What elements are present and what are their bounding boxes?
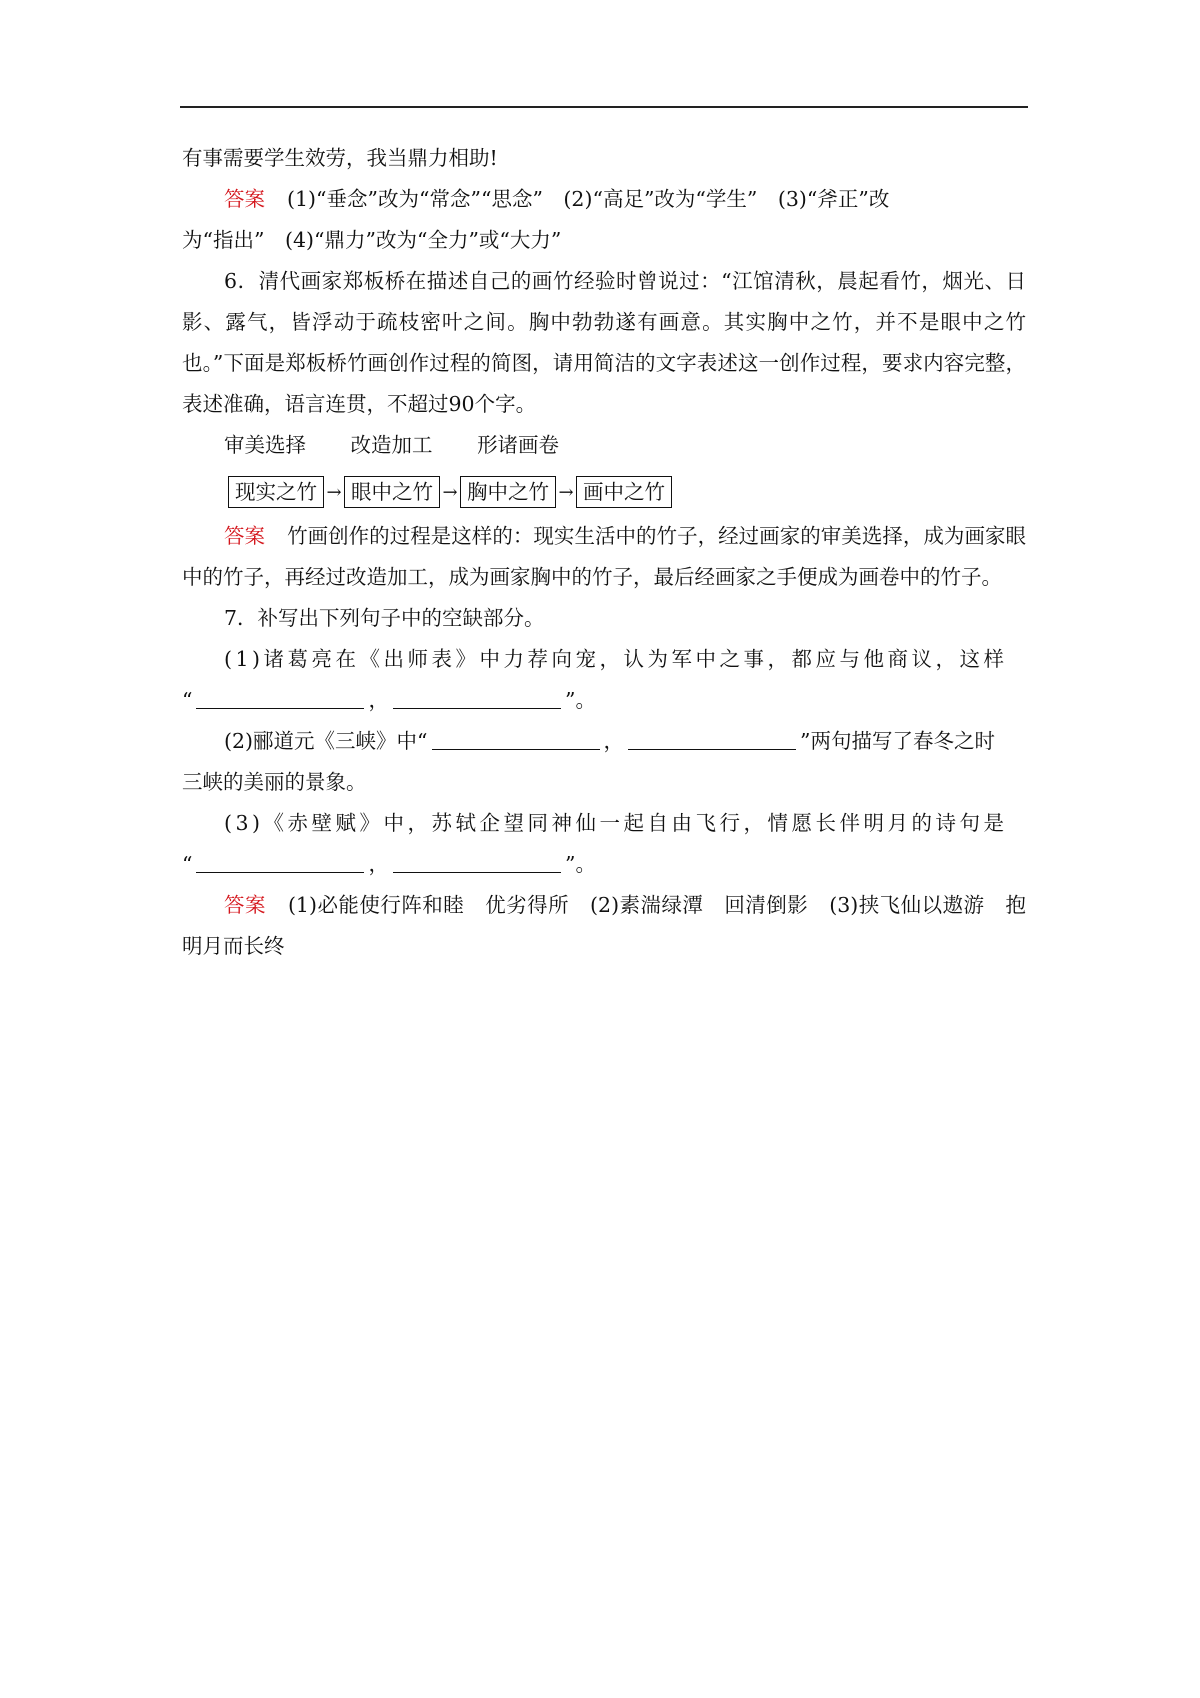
flow-box-painting: 画中之竹 xyxy=(576,476,672,508)
question-7-2-suffix: ”两句描写了春冬之时 xyxy=(800,729,996,753)
blank-field[interactable] xyxy=(196,850,364,873)
open-quote: “ xyxy=(182,852,193,876)
arrow-icon: → xyxy=(442,481,458,503)
answer-label: 答案 xyxy=(224,893,266,917)
answer-6-text: 竹画创作的过程是这样的：现实生活中的竹子，经过画家的审美选择，成为画家眼中的竹子，再经过改造加工，成为画家胸中的竹子，最后经画家之手便成为画卷中的竹子。 xyxy=(182,524,1027,589)
question-7-2-prefix: (2)郦道元《三峡》中“ xyxy=(224,729,428,753)
flow-box-eye: 眼中之竹 xyxy=(344,476,440,508)
answer-5-line-1: (1)“垂念”改为“常念”“思念” (2)“高足”改为“学生” (3)“斧正”改 xyxy=(287,187,890,211)
question-7-3-blanks xyxy=(182,844,1026,885)
question-7-1: (1)诸葛亮在《出师表》中力荐向宠，认为军中之事，都应与他商议，这样 xyxy=(224,647,1008,671)
page-content xyxy=(182,138,1026,967)
close-quote: ”。 xyxy=(564,688,596,712)
blank-field[interactable] xyxy=(393,850,561,873)
blank-field[interactable] xyxy=(393,686,561,709)
flow-box-heart: 胸中之竹 xyxy=(460,476,556,508)
question-7-3: (3)《赤壁赋》中，苏轼企望同神仙一起自由飞行，情愿长伴明月的诗句是 xyxy=(224,811,1008,835)
comma: ， xyxy=(368,852,389,876)
flow-label-3: 形诸画卷 xyxy=(477,433,560,457)
arrow-icon: → xyxy=(326,481,342,503)
arrow-icon: → xyxy=(558,481,574,503)
question-7: 7．补写出下列句子中的空缺部分。 xyxy=(224,606,545,630)
question-7-1-blanks xyxy=(182,680,1026,721)
flow-label-1: 审美选择 xyxy=(224,433,306,457)
answer-5-line-2: 为“指出” (4)“鼎力”改为“全力”或“大力” xyxy=(182,228,562,252)
header-rule xyxy=(180,106,1028,108)
answer-5 xyxy=(182,179,1026,220)
question-7-2 xyxy=(182,721,1026,762)
question-6: 6．清代画家郑板桥在描述自己的画竹经验时曾说过：“江馆清秋，晨起看竹，烟光、日影、露气，皆浮动于疏枝密叶之间。胸中勃勃遂有画意。其实胸中之竹，并不是眼中之竹也。”下面是郑板桥竹画创作过程的简图，请用简洁的文字表述这一创作过程，要求内容完整，表述准确，语言连贯，不超过90个字。 xyxy=(182,269,1026,416)
answer-label: 答案 xyxy=(224,187,265,211)
flow-diagram xyxy=(182,470,1026,514)
paragraph-top: 有事需要学生效劳，我当鼎力相助! xyxy=(182,146,498,170)
answer-7-text: (1)必能使行阵和睦 优劣得所 (2)素湍绿潭 回清倒影 (3)挟飞仙以遨游 抱明月而长终 xyxy=(182,893,1026,958)
blank-field[interactable] xyxy=(196,686,364,709)
blank-field[interactable] xyxy=(432,727,600,750)
comma: ， xyxy=(603,729,625,753)
blank-field[interactable] xyxy=(628,727,796,750)
question-7-2-line-2: 三峡的美丽的景象。 xyxy=(182,770,367,794)
open-quote: “ xyxy=(182,688,193,712)
answer-7 xyxy=(182,885,1026,967)
close-quote: ”。 xyxy=(564,852,596,876)
comma: ， xyxy=(368,688,389,712)
answer-6 xyxy=(182,516,1026,598)
flow-box-reality: 现实之竹 xyxy=(228,476,324,508)
flow-label-2: 改造加工 xyxy=(350,433,433,457)
flow-labels xyxy=(182,425,1026,466)
answer-label: 答案 xyxy=(224,524,266,548)
